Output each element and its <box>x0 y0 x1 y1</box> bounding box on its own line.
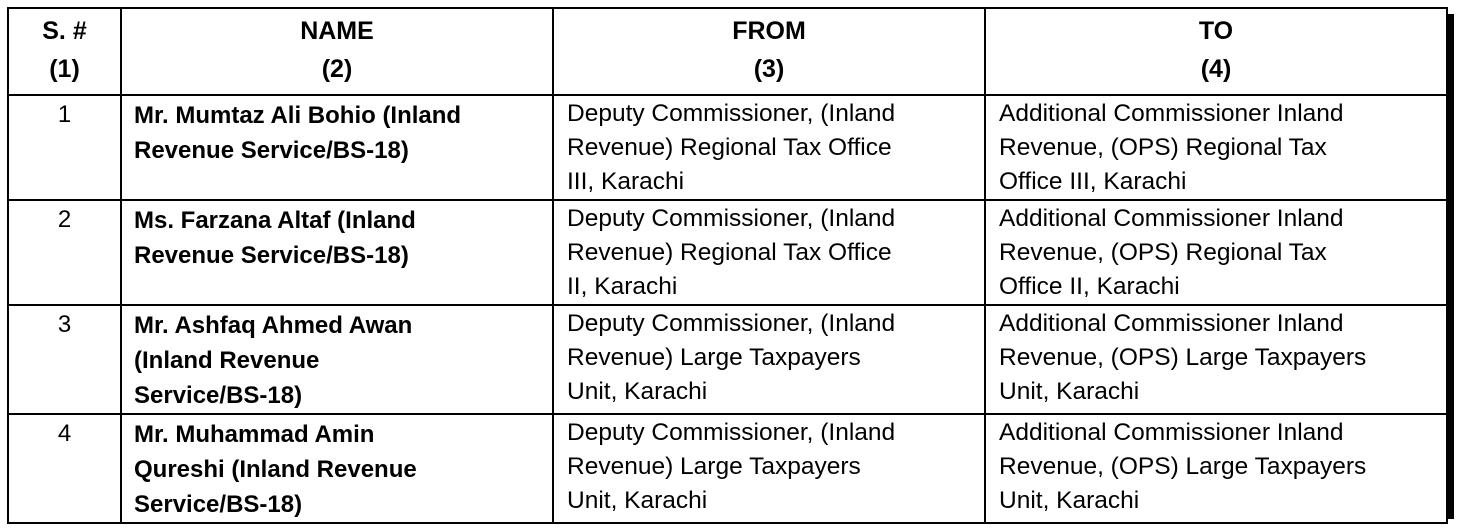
to-line: Unit, Karachi <box>999 487 1140 514</box>
name-line: Mr. Muhammad Amin <box>134 421 375 448</box>
name-line: Service/BS-18) <box>134 382 303 409</box>
header-name <box>121 8 553 95</box>
to-line: Additional Commissioner Inland <box>999 100 1344 127</box>
to-line: Revenue, (OPS) Large Taxpayers <box>999 344 1367 371</box>
header-from-number: (3) <box>753 55 785 83</box>
to-line: Additional Commissioner Inland <box>999 310 1344 337</box>
table-row <box>8 414 1447 523</box>
table-row <box>8 305 1447 414</box>
header-serial-title: S. # <box>42 17 87 45</box>
to-line: Revenue, (OPS) Regional Tax <box>999 239 1327 266</box>
serial-cell: 3 <box>8 305 121 414</box>
from-line: Deputy Commissioner, (Inland <box>567 100 896 127</box>
from-line: Revenue) Regional Tax Office <box>567 134 892 161</box>
name-line: Revenue Service/BS-18) <box>134 137 409 164</box>
table-row <box>8 95 1447 200</box>
name-line: Revenue Service/BS-18) <box>134 242 409 269</box>
header-to <box>985 8 1447 95</box>
from-line: Revenue) Regional Tax Office <box>567 239 892 266</box>
table-row <box>8 200 1447 305</box>
name-line: (Inland Revenue <box>134 347 320 374</box>
to-line: Revenue, (OPS) Regional Tax <box>999 134 1327 161</box>
transfer-postings-table <box>7 7 1448 524</box>
to-cell <box>985 305 1447 414</box>
header-serial-number: (1) <box>49 55 80 83</box>
from-cell <box>553 414 985 523</box>
from-line: Deputy Commissioner, (Inland <box>567 205 896 232</box>
from-cell <box>553 200 985 305</box>
to-cell <box>985 200 1447 305</box>
serial-cell: 2 <box>8 200 121 305</box>
name-line: Mr. Mumtaz Ali Bohio (Inland <box>134 102 462 129</box>
name-line: Service/BS-18) <box>134 491 303 518</box>
to-line: Unit, Karachi <box>999 378 1140 405</box>
serial-cell: 1 <box>8 95 121 200</box>
from-line: Deputy Commissioner, (Inland <box>567 310 896 337</box>
name-line: Ms. Farzana Altaf (Inland <box>134 207 416 234</box>
from-cell <box>553 305 985 414</box>
from-cell <box>553 95 985 200</box>
header-from-title: FROM <box>732 17 806 45</box>
name-cell <box>121 95 553 200</box>
to-line: Office III, Karachi <box>999 168 1187 195</box>
header-row <box>8 8 1447 95</box>
to-line: Revenue, (OPS) Large Taxpayers <box>999 453 1367 480</box>
from-line: III, Karachi <box>567 168 685 195</box>
to-cell <box>985 414 1447 523</box>
to-line: Additional Commissioner Inland <box>999 205 1344 232</box>
name-cell <box>121 200 553 305</box>
header-name-title: NAME <box>300 17 374 45</box>
from-line: Revenue) Large Taxpayers <box>567 453 861 480</box>
from-line: Unit, Karachi <box>567 487 708 514</box>
from-line: Deputy Commissioner, (Inland <box>567 419 896 446</box>
from-line: Unit, Karachi <box>567 378 708 405</box>
name-cell <box>121 305 553 414</box>
serial-cell: 4 <box>8 414 121 523</box>
name-line: Mr. Ashfaq Ahmed Awan <box>134 312 413 339</box>
header-from <box>553 8 985 95</box>
to-line: Additional Commissioner Inland <box>999 419 1344 446</box>
to-line: Office II, Karachi <box>999 273 1180 300</box>
name-line: Qureshi (Inland Revenue <box>134 456 417 483</box>
header-to-number: (4) <box>1200 55 1232 83</box>
from-line: II, Karachi <box>567 273 678 300</box>
to-cell <box>985 95 1447 200</box>
header-name-number: (2) <box>321 55 353 83</box>
header-to-title: TO <box>1198 17 1234 45</box>
header-serial <box>8 8 121 95</box>
from-line: Revenue) Large Taxpayers <box>567 344 861 371</box>
name-cell <box>121 414 553 523</box>
